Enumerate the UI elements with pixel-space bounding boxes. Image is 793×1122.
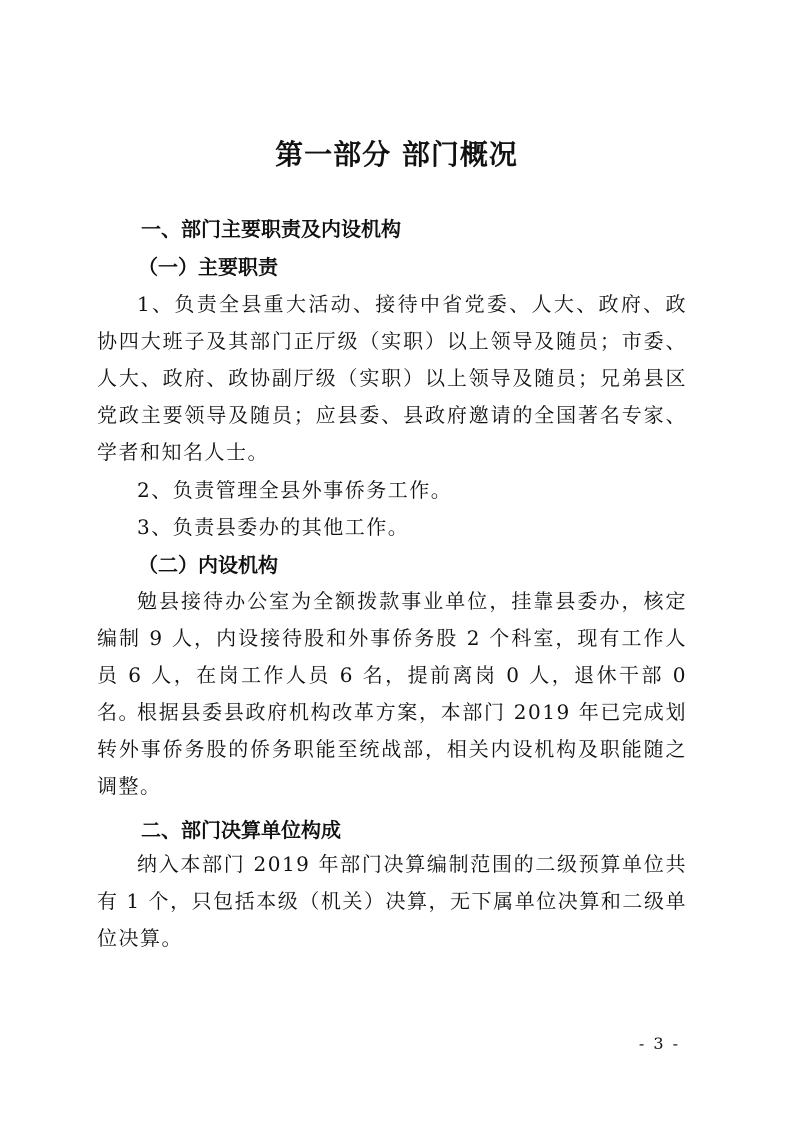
- subsection-heading-structure: （二）内设机构: [138, 553, 278, 577]
- duty-item-3: 3、负责县委办的其他工作。: [137, 515, 410, 539]
- unit-composition-paragraph: 纳入本部门 2019 年部门决算编制范围的二级预算单位共有 1 个，只包括本级（机关）决算，无下属单位决算和二级单位决算。: [97, 852, 687, 950]
- page-title: 第一部分 部门概况: [275, 138, 518, 171]
- duty-item-1: 1、负责全县重大活动、接待中省党委、人大、政府、政协四大班子及其部门正厅级（实职）以上领导及随员；市委、人大、政府、政协副厅级（实职）以上领导及随员；兄弟县区党政主要领导及随员；应县委、县政府邀请的全国著名专家、学者和知名人士。: [97, 292, 687, 464]
- subsection-heading-duties: （一）主要职责: [138, 255, 278, 279]
- page-number: - 3 -: [638, 1034, 680, 1053]
- section-heading-1: 一、部门主要职责及内设机构: [141, 217, 401, 241]
- section-heading-2: 二、部门决算单位构成: [141, 818, 341, 842]
- duty-item-2: 2、负责管理全县外事侨务工作。: [137, 478, 453, 502]
- structure-paragraph-1: 勉县接待办公室为全额拨款事业单位，挂靠县委办，核定编制 9 人，内设接待股和外事侨务股 2 个科室，现有工作人员 6 人，在岗工作人员 6 名，提前离岗 0 人，退休干部 0 名。: [97, 589, 687, 724]
- structure-paragraph-2: 根据县委县政府机构改革方案，本部门 2019 年已完成划转外事侨务股的侨务职能至统战部，相关内设机构及职能随之调整。: [97, 700, 687, 798]
